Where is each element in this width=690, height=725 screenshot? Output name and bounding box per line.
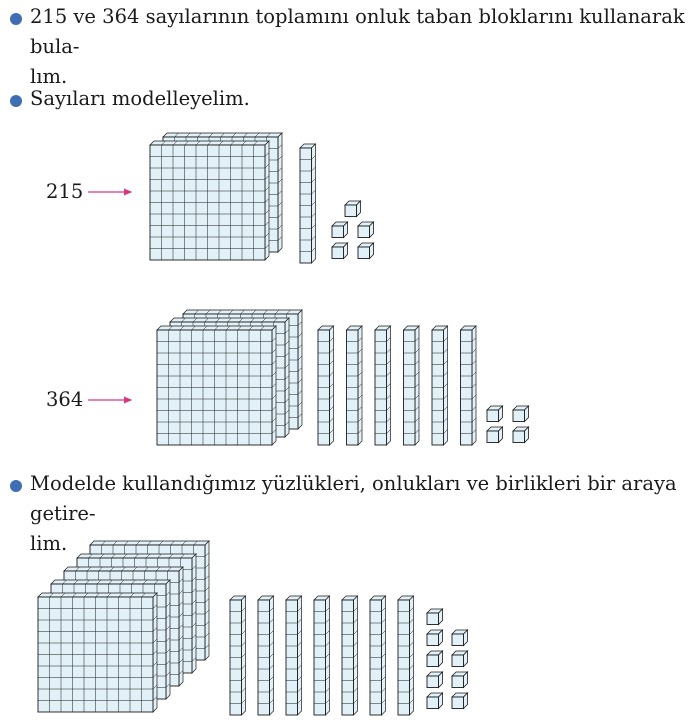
one-cube: [427, 609, 443, 625]
ten-rod: [230, 596, 246, 715]
ten-rod: [300, 144, 316, 263]
model-label-215: 215: [46, 180, 84, 203]
one-cube: [427, 693, 443, 709]
ten-rod: [375, 326, 391, 445]
ten-rod: [370, 596, 386, 715]
one-cube: [345, 201, 361, 217]
one-cube: [427, 651, 443, 667]
ten-rod: [318, 326, 334, 445]
one-cube: [487, 427, 503, 443]
one-cube: [452, 672, 468, 688]
one-cube: [332, 222, 348, 238]
one-cube: [452, 693, 468, 709]
hundred-flat: [150, 141, 269, 260]
ten-rod: [342, 596, 358, 715]
instruction-line-1: 215 ve 364 sayılarının toplamını onluk taban bloklarını kullanarak bula-: [30, 5, 685, 58]
ten-rod: [432, 326, 448, 445]
one-cube: [513, 406, 529, 422]
ten-rod: [286, 596, 302, 715]
model-215-blocks: [150, 133, 374, 263]
hundred-flat: [38, 593, 157, 712]
one-cube: [358, 222, 374, 238]
one-cube: [487, 406, 503, 422]
ten-rod: [398, 596, 414, 715]
model-364-blocks: [157, 310, 529, 445]
one-cube: [332, 243, 348, 259]
combine-line-2: lim.: [30, 532, 68, 555]
model-heading-line: Sayıları modelleyelim.: [30, 87, 250, 110]
model-label-364: 364: [46, 388, 84, 411]
one-cube: [427, 630, 443, 646]
one-cube: [452, 651, 468, 667]
combine-line-1: Modelde kullandığımız yüzlükleri, onlukları ve birlikleri bir araya getire-: [30, 472, 677, 525]
combined-model-blocks: [38, 541, 468, 715]
ten-rod: [347, 326, 363, 445]
instruction-line-2: lım.: [30, 65, 68, 88]
hundred-flat: [157, 326, 276, 445]
one-cube: [513, 427, 529, 443]
ten-rod: [314, 596, 330, 715]
ten-rod: [404, 326, 420, 445]
one-cube: [452, 630, 468, 646]
ten-rod: [461, 326, 477, 445]
one-cube: [427, 672, 443, 688]
ten-rod: [258, 596, 274, 715]
one-cube: [358, 243, 374, 259]
